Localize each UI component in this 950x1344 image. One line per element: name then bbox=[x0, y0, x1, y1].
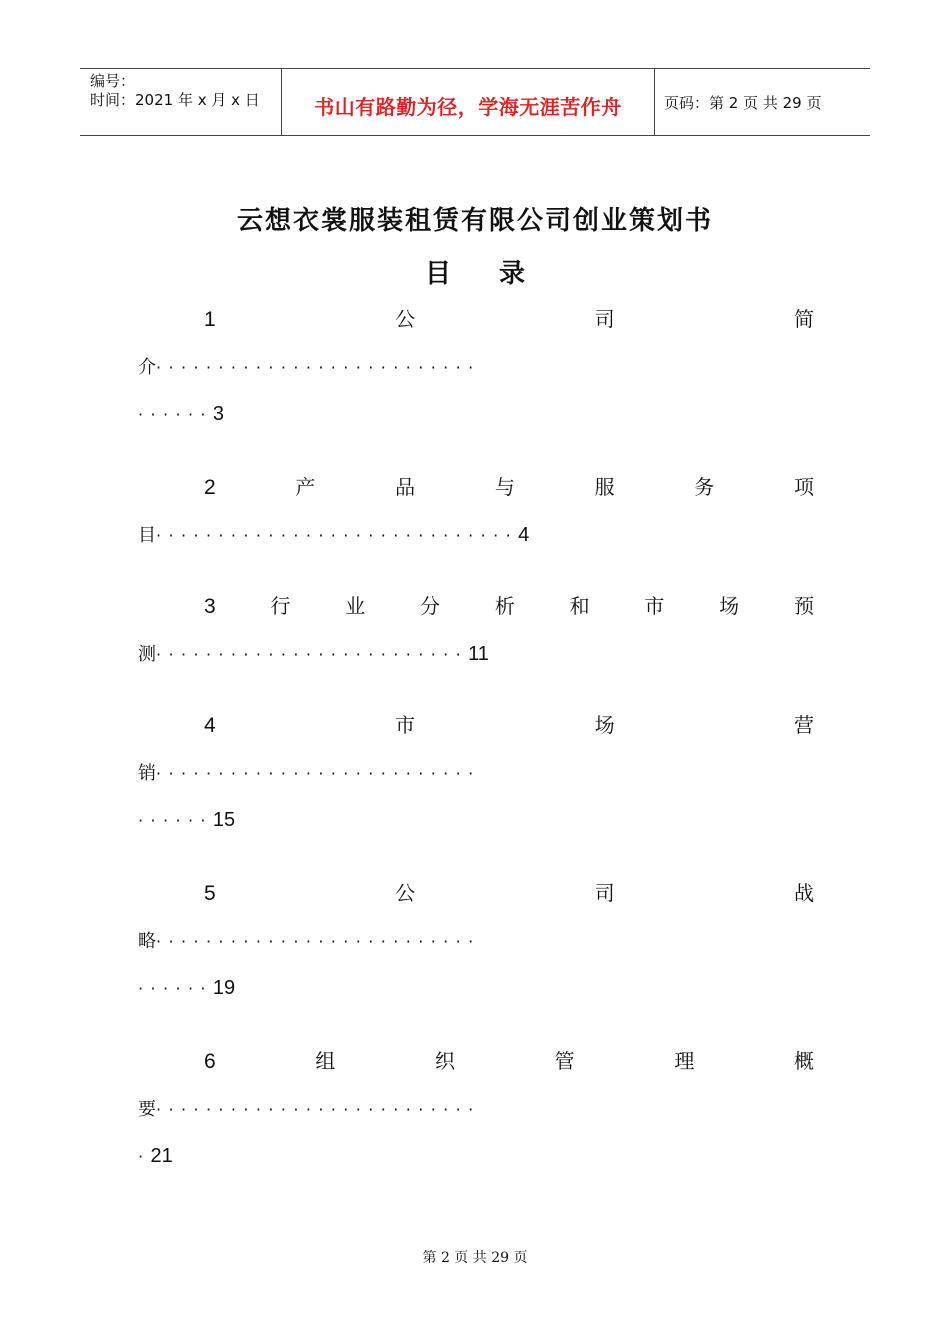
toc-title-tail: 要 bbox=[138, 1099, 156, 1120]
toc-leader-dots: ·························· bbox=[156, 358, 481, 377]
toc-title-tail: 目 bbox=[138, 525, 156, 546]
toc-number: 1 bbox=[204, 308, 216, 331]
page-footer: 第 2 页 共 29 页 bbox=[422, 1250, 528, 1266]
toc-leader-dots: ······ bbox=[138, 405, 213, 424]
header-divider-right bbox=[654, 68, 655, 136]
toc-title-char: 行 bbox=[270, 594, 291, 618]
header-page-info: 页码：第 2 页 共 29 页 bbox=[664, 94, 822, 112]
header-rule-top bbox=[80, 68, 870, 69]
document-title: 云想衣裳服装租赁有限公司创业策划书 bbox=[236, 206, 713, 236]
toc-title-char: 务 bbox=[694, 475, 715, 499]
toc-leader-dots: ·························· bbox=[156, 764, 481, 783]
toc-title-tail: 略 bbox=[138, 931, 156, 952]
toc-page-number: 19 bbox=[212, 977, 236, 999]
toc-title-char: 析 bbox=[494, 594, 515, 618]
toc-page-number: 11 bbox=[468, 643, 489, 665]
toc-title-char: 战 bbox=[794, 881, 814, 905]
toc-number: 4 bbox=[204, 714, 216, 737]
toc-title-char: 和 bbox=[569, 594, 590, 618]
toc-title-char: 理 bbox=[674, 1049, 695, 1073]
toc-heading-char: 目 bbox=[424, 259, 451, 289]
toc-number: 2 bbox=[204, 476, 216, 499]
toc-title-char: 织 bbox=[435, 1049, 455, 1073]
toc-number: 6 bbox=[204, 1050, 216, 1073]
header-meta bbox=[90, 72, 260, 110]
toc-number: 5 bbox=[204, 882, 216, 905]
toc-leader-dots: ························· bbox=[156, 645, 469, 664]
toc-leader-dots: ······ bbox=[138, 811, 213, 830]
toc-page-number: 15 bbox=[212, 809, 236, 831]
toc-title-char: 预 bbox=[793, 594, 814, 618]
toc-page-number: 3 bbox=[212, 403, 225, 425]
toc-title-char: 业 bbox=[345, 594, 366, 618]
toc-title-tail: 介 bbox=[138, 357, 156, 378]
toc-page-number: 21 bbox=[150, 1145, 173, 1167]
toc-leader-dots: ·························· bbox=[156, 932, 481, 951]
header-motto: 书山有路勤为径，学海无涯苦作舟 bbox=[314, 95, 622, 119]
toc-number: 3 bbox=[204, 595, 216, 618]
toc-title-char: 营 bbox=[794, 713, 814, 737]
toc-title-char: 产 bbox=[295, 475, 316, 499]
toc-heading bbox=[0, 253, 950, 290]
toc-leader-dots: ····························· bbox=[156, 526, 519, 545]
toc-title-char: 场 bbox=[719, 594, 740, 618]
toc-title-char: 分 bbox=[420, 594, 441, 618]
toc-title-char: 品 bbox=[395, 475, 416, 499]
toc-leader-dots: ······ bbox=[138, 979, 213, 998]
toc-title-char: 司 bbox=[594, 307, 615, 331]
time-label: 时间：2021 年 x 月 x 日 bbox=[90, 91, 260, 109]
toc-title-char: 场 bbox=[594, 713, 615, 737]
toc-title-char: 管 bbox=[554, 1049, 575, 1073]
toc-heading-char: 录 bbox=[499, 259, 526, 289]
toc-title-char: 公 bbox=[395, 881, 416, 905]
toc-page-number: 4 bbox=[518, 524, 530, 546]
toc-title-char: 服 bbox=[594, 475, 615, 499]
toc-title-char: 简 bbox=[794, 307, 814, 331]
toc-leader-dots: ·························· bbox=[156, 1100, 481, 1119]
toc-title-char: 市 bbox=[644, 594, 665, 618]
toc-title-char: 项 bbox=[794, 475, 814, 499]
toc-title-char: 市 bbox=[395, 713, 416, 737]
toc-title-tail: 销 bbox=[138, 763, 156, 784]
toc-title-char: 公 bbox=[395, 307, 416, 331]
toc-title-char: 司 bbox=[594, 881, 615, 905]
toc-title-char: 组 bbox=[315, 1049, 336, 1073]
number-label: 编号： bbox=[90, 72, 136, 90]
toc-leader-dots: · bbox=[138, 1147, 151, 1166]
toc-title-char: 与 bbox=[494, 475, 515, 499]
toc-title-tail: 测 bbox=[138, 644, 156, 665]
toc-title-char: 概 bbox=[793, 1049, 814, 1073]
header-rule-bottom bbox=[80, 135, 870, 136]
